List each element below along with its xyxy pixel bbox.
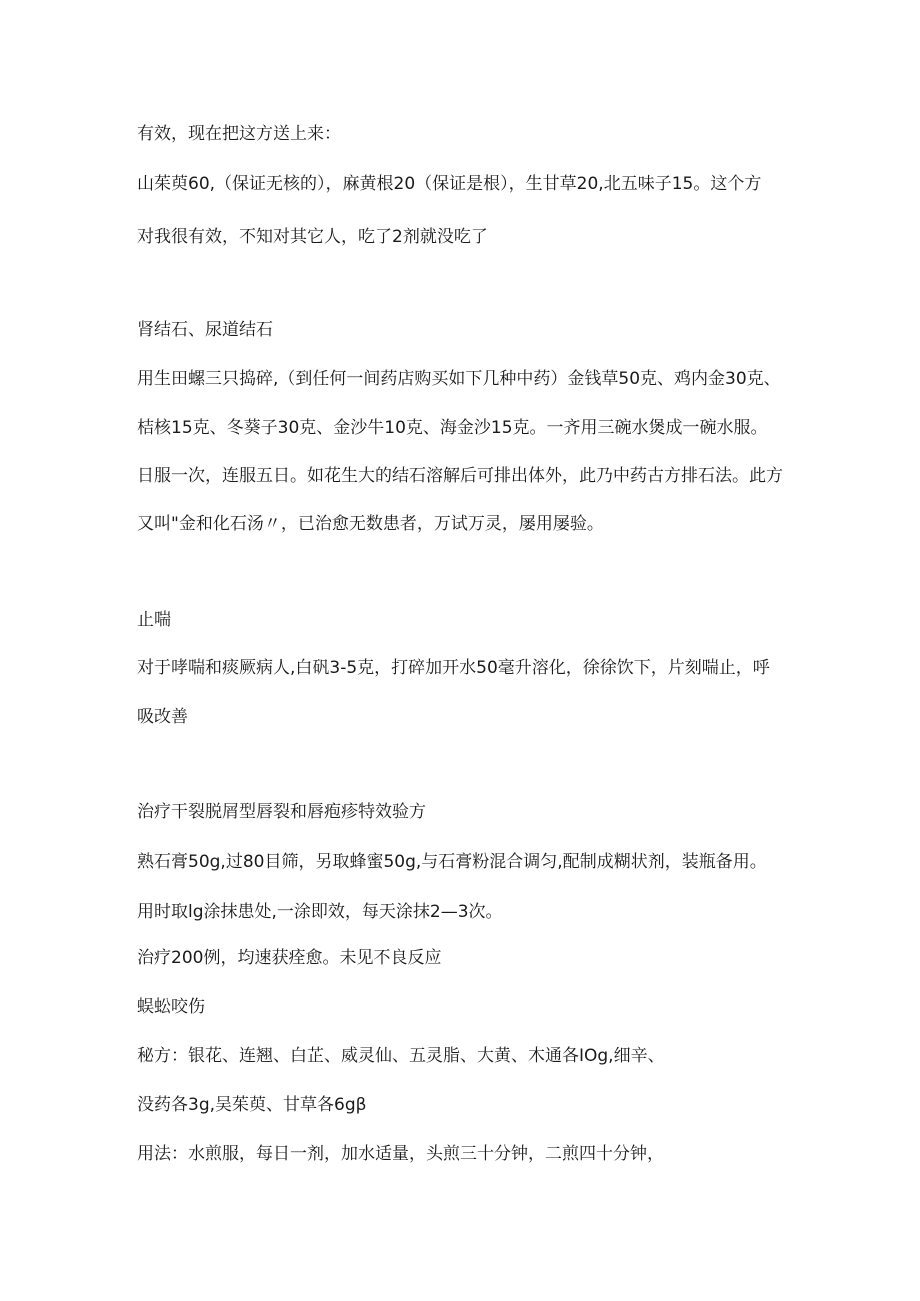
lips-line-2: 用时取lg涂抹患处,一涂即效，每天涂抹2—3次。	[137, 902, 503, 922]
asthma-line-2: 吸改善	[137, 707, 188, 727]
intro-line-1: 有效，现在把这方送上来：	[137, 124, 341, 144]
kidney-stones-line-4: 又叫"金和化石汤〃，已治愈无数患者，万试万灵，屡用屡验。	[137, 514, 604, 534]
kidney-stones-title: 肾结石、尿道结石	[137, 320, 273, 340]
kidney-stones-line-3: 日服一次，连服五日。如花生大的结石溶解后可排出体外，此乃中药古方排石法。此方	[137, 466, 783, 486]
lips-title: 治疗干裂脱屑型唇裂和唇疱疹特效验方	[137, 802, 426, 822]
centipede-line-1: 秘方：银花、连翘、白芷、威灵仙、五灵脂、大黄、木通各IOg,细辛、	[137, 1046, 665, 1066]
centipede-line-2: 没药各3g,吴茱萸、甘草各6gβ	[137, 1095, 367, 1115]
kidney-stones-line-1: 用生田螺三只捣碎,（到任何一间药店购买如下几种中药）金钱草50克、鸡内金30克、	[137, 369, 781, 389]
kidney-stones-line-2: 桔核15克、冬葵子30克、金沙牛10克、海金沙15克。一齐用三碗水煲成一碗水服。	[137, 418, 768, 438]
asthma-title: 止喘	[137, 610, 171, 630]
centipede-title: 蜈蚣咬伤	[137, 997, 205, 1017]
intro-line-3: 对我很有效，不知对其它人，吃了2剂就没吃了	[137, 227, 488, 247]
asthma-line-1: 对于哮喘和痰厥病人,白矾3-5克，打碎加开水50毫升溶化，徐徐饮下，片刻喘止，呼	[137, 658, 770, 678]
intro-line-2: 山茱萸60,（保证无核的），麻黄根20（保证是根），生甘草20,北五味子15。这个方	[137, 174, 762, 194]
lips-line-3: 治疗200例，均速获痊愈。未见不良反应	[137, 948, 442, 968]
centipede-line-3: 用法：水煎服，每日一剂，加水适量，头煎三十分钟，二煎四十分钟，	[137, 1144, 664, 1164]
lips-line-1: 熟石膏50g,过80目筛，另取蜂蜜50g,与石膏粉混合调匀,配制成糊状剂，装瓶备用。	[137, 852, 767, 872]
